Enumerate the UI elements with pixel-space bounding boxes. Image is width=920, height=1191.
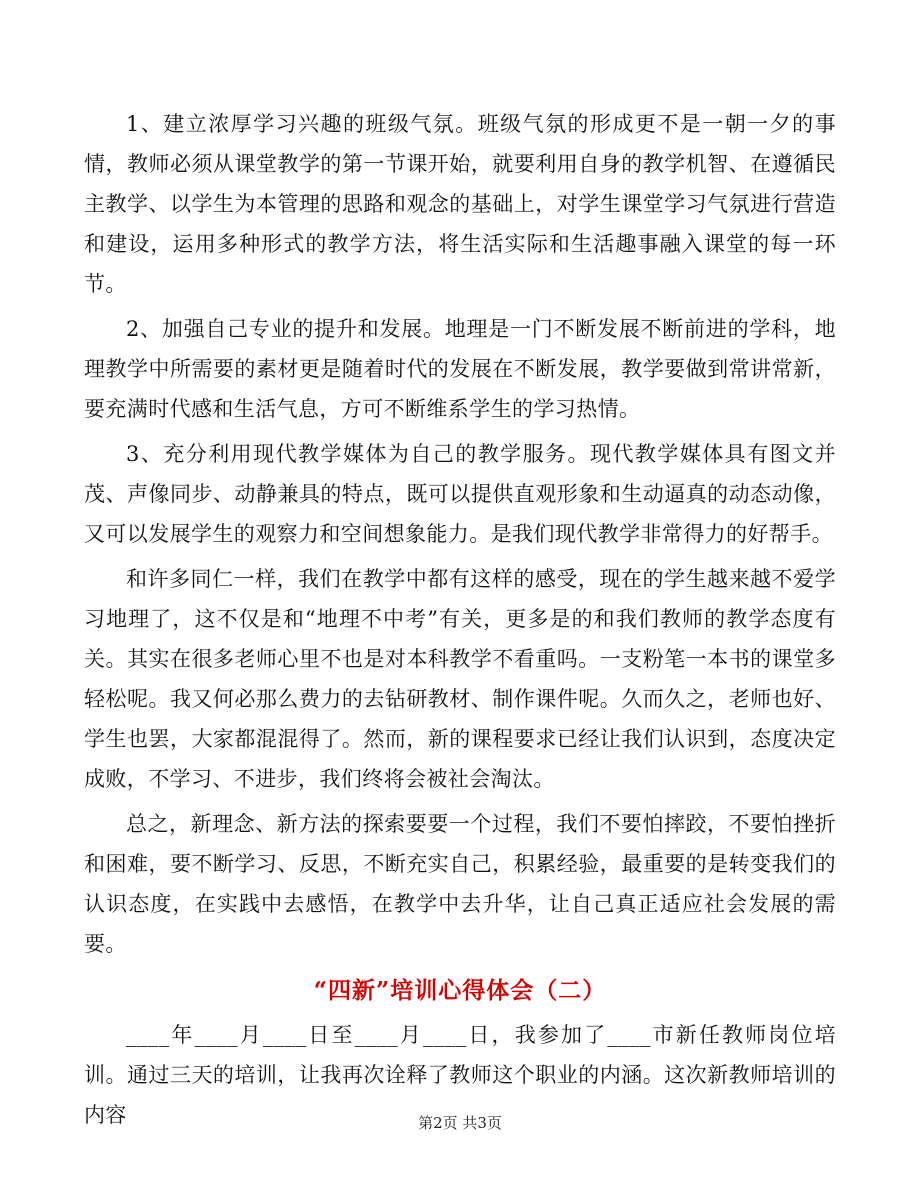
paragraph-6: ____年____月____日至____月____日，我参加了____市新任教师岗位培训。通过三天的培训，让我再次诠释了教师这个职业的内涵。这次新教师培训的内容 <box>84 1023 836 1127</box>
paragraph-4: 和许多同仁一样，我们在教学中都有这样的感受，现在的学生越来越不爱学习地理了，这不仅是和“地理不中考”有关，更多是的和我们教师的教学态度有关。其实在很多老师心里不也是对本科教学不看重吗。一支粉笔一本书的课堂多轻松呢。我又何必那么费力的去钻研教材、制作课件呢。久而久之，老师也好、学生也罢，大家都混混得了。然而，新的课程要求已经让我们认识到，态度决定成败，不学习、不进步，我们终将会被社会淘汰。 <box>84 567 836 791</box>
document-body <box>84 104 836 1135</box>
paragraph-5: 总之，新理念、新方法的探索要要一个过程，我们不要怕摔跤，不要怕挫折和困难，要不断学习、反思，不断充实自己，积累经验，最重要的是转变我们的认识态度，在实践中去感悟，在教学中去升华，让自己真正适应社会发展的需要。 <box>84 812 836 956</box>
paragraph-3: 3、充分利用现代教学媒体为自己的教学服务。现代教学媒体具有图文并茂、声像同步、动静兼具的特点，既可以提供直观形象和生动逼真的动态动像，又可以发展学生的观察力和空间想象能力。是我们现代教学非常得力的好帮手。 <box>84 442 836 546</box>
section-heading: “四新”培训心得体会（二） <box>313 977 607 1004</box>
page-footer: 第2页 共3页 <box>418 1114 502 1132</box>
paragraph-1: 1、建立浓厚学习兴趣的班级气氛。班级气氛的形成更不是一朝一夕的事情，教师必须从课堂教学的第一节课开始，就要利用自身的教学机智、在遵循民主教学、以学生为本管理的思路和观念的基础上，对学生课堂学习气氛进行营造和建设，运用多种形式的教学方法，将生活实际和生活趣事融入课堂的每一环节。 <box>84 112 836 296</box>
paragraph-2: 2、加强自己专业的提升和发展。地理是一门不断发展不断前进的学科，地理教学中所需要的素材更是随着时代的发展在不断发展，教学要做到常讲常新，要充满时代感和生活气息，方可不断维系学生的学习热情。 <box>84 317 836 421</box>
